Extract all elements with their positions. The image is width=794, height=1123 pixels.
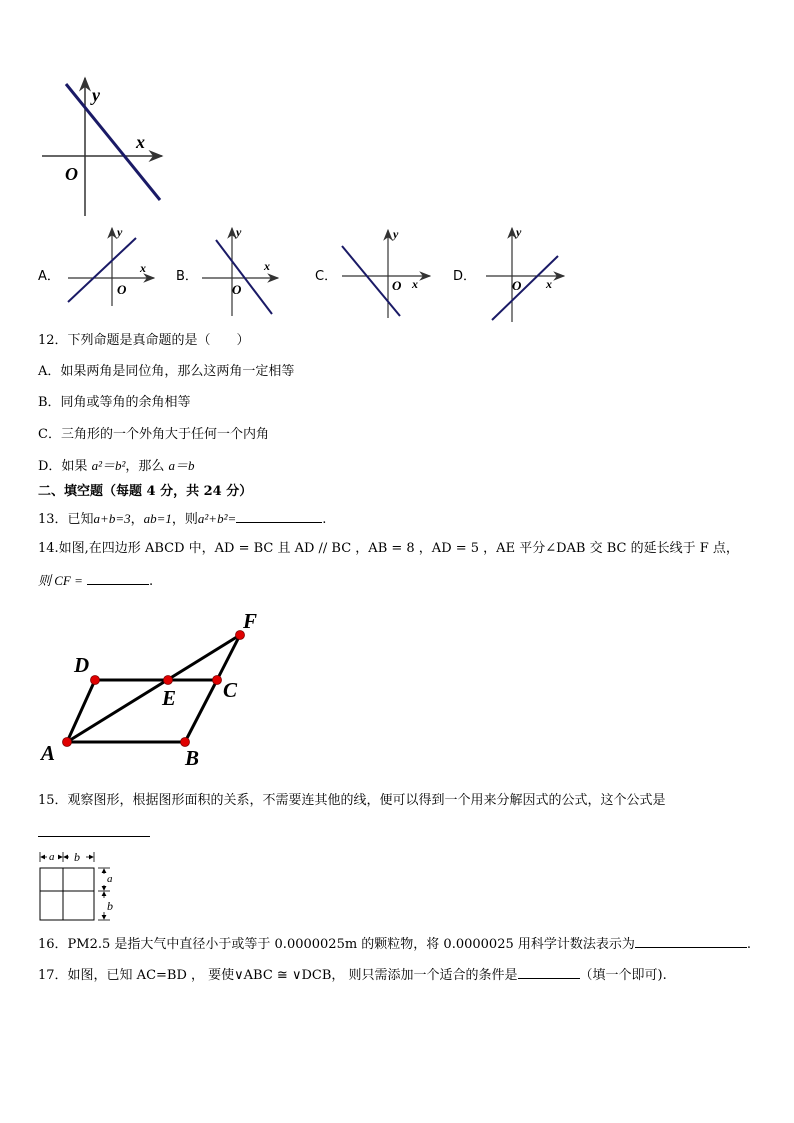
- q16: [38, 935, 751, 954]
- option-c-label: C．: [315, 269, 338, 284]
- y-axis-label: y: [92, 85, 100, 105]
- option-c-x-label: x: [412, 277, 418, 291]
- label-d: D: [74, 653, 90, 677]
- q17-text: 17．如图，已知 AC=BD ， 要使∨ABC ≅ ∨DCB， 则只需添加一个适合的条件是: [38, 968, 518, 983]
- q13: [38, 510, 326, 529]
- q14-answer-blank[interactable]: [87, 572, 149, 585]
- option-d-x-label: x: [546, 277, 552, 291]
- label-a: A: [41, 741, 56, 765]
- main-graph: [38, 74, 168, 220]
- label-b: B: [185, 746, 200, 770]
- label-a-width: a: [49, 851, 55, 863]
- q12-option-a: A．如果两角是同位角，那么这两角一定相等: [38, 364, 295, 379]
- q13-expr1: a+b=3: [93, 511, 131, 526]
- option-d-origin: O: [512, 278, 522, 293]
- option-c-y-label: y: [393, 227, 399, 241]
- option-b-label: B．: [176, 269, 198, 284]
- q17-end: （填一个即可).: [579, 968, 667, 983]
- q12-option-c: C．三角形的一个外角大于任何一个内角: [38, 427, 269, 442]
- q16-answer-blank[interactable]: [635, 935, 747, 948]
- q12-d-mid: ，那么: [125, 459, 165, 474]
- option-a-x-label: x: [140, 261, 146, 275]
- option-a-graph: [62, 226, 158, 308]
- q17-answer-blank[interactable]: [518, 966, 580, 979]
- graph-line: [66, 84, 160, 200]
- q14-line2: [38, 572, 153, 591]
- point-d: [91, 676, 100, 685]
- option-d-label: D．: [453, 269, 477, 284]
- q16-end: .: [746, 937, 752, 952]
- label-a-height: a: [107, 873, 113, 885]
- q13-sep: ，: [130, 512, 144, 527]
- square-outline: [40, 868, 94, 920]
- q13-answer-blank[interactable]: [236, 510, 322, 523]
- q13-expr2: ab=1: [143, 511, 172, 526]
- option-b-graph: [198, 226, 282, 318]
- q12-stem: 12．下列命题是真命题的是（ ）: [38, 333, 250, 348]
- origin-label: O: [65, 164, 78, 184]
- q13-end: .: [322, 512, 327, 527]
- label-c: C: [223, 678, 238, 702]
- q12-option-b: B．同角或等角的余角相等: [38, 395, 191, 410]
- q15-answer-blank[interactable]: [38, 836, 150, 837]
- option-a-origin: O: [117, 282, 127, 297]
- segment-bc: [185, 680, 217, 742]
- option-c-graph: [338, 226, 438, 320]
- q12-option-d: [38, 457, 195, 476]
- option-b-origin: O: [232, 282, 242, 297]
- x-axis-label: x: [136, 132, 145, 152]
- label-b-height: b: [107, 899, 113, 913]
- point-c: [213, 676, 222, 685]
- q16-text: 16．PM2.5 是指大气中直径小于或等于 0.0000025m 的颗粒物，将 0.0000025 用科学计数法表示为: [38, 937, 635, 952]
- q17: [38, 966, 667, 985]
- option-a-y-label: y: [117, 226, 123, 239]
- label-b-width: b: [74, 850, 80, 864]
- option-d-y-label: y: [516, 226, 522, 239]
- q15-text: 15．观察图形，根据图形面积的关系，不需要连其他的线，便可以得到一个用来分解因式的公式，这个公式是: [38, 793, 666, 808]
- q14-line2-prefix: 则 CF =: [38, 573, 83, 588]
- option-c-origin: O: [392, 278, 402, 293]
- label-f: F: [243, 609, 258, 633]
- q13-expr3: a²+b²=: [197, 511, 237, 526]
- figure-14: [38, 608, 268, 774]
- point-e: [164, 676, 173, 685]
- label-e: E: [162, 686, 177, 710]
- option-b-y-label: y: [236, 226, 242, 239]
- option-a-label: A．: [38, 269, 60, 284]
- figure-15: [36, 848, 116, 924]
- q14-line2-end: .: [149, 574, 154, 589]
- q13-mid: ，则: [171, 512, 198, 527]
- q12-d-expr1: a²＝b²: [91, 458, 126, 473]
- point-a: [63, 738, 72, 747]
- option-b-x-label: x: [264, 259, 270, 273]
- section-heading: 二、填空题（每题 4 分，共 24 分）: [38, 484, 253, 499]
- option-b-line: [216, 240, 272, 314]
- option-d-graph: [484, 226, 568, 326]
- q12-d-expr2: a＝b: [168, 458, 195, 473]
- q12-d-prefix: D．如果: [38, 459, 88, 474]
- q13-prefix: 13．已知: [38, 512, 94, 527]
- q14-line1: 14.如图,在四边形 ABCD 中，AD = BC 且 AD // BC ，AB = 8 ，AD = 5 ，AE 平分∠DAB 交 BC 的延长线于 F 点，: [38, 541, 739, 556]
